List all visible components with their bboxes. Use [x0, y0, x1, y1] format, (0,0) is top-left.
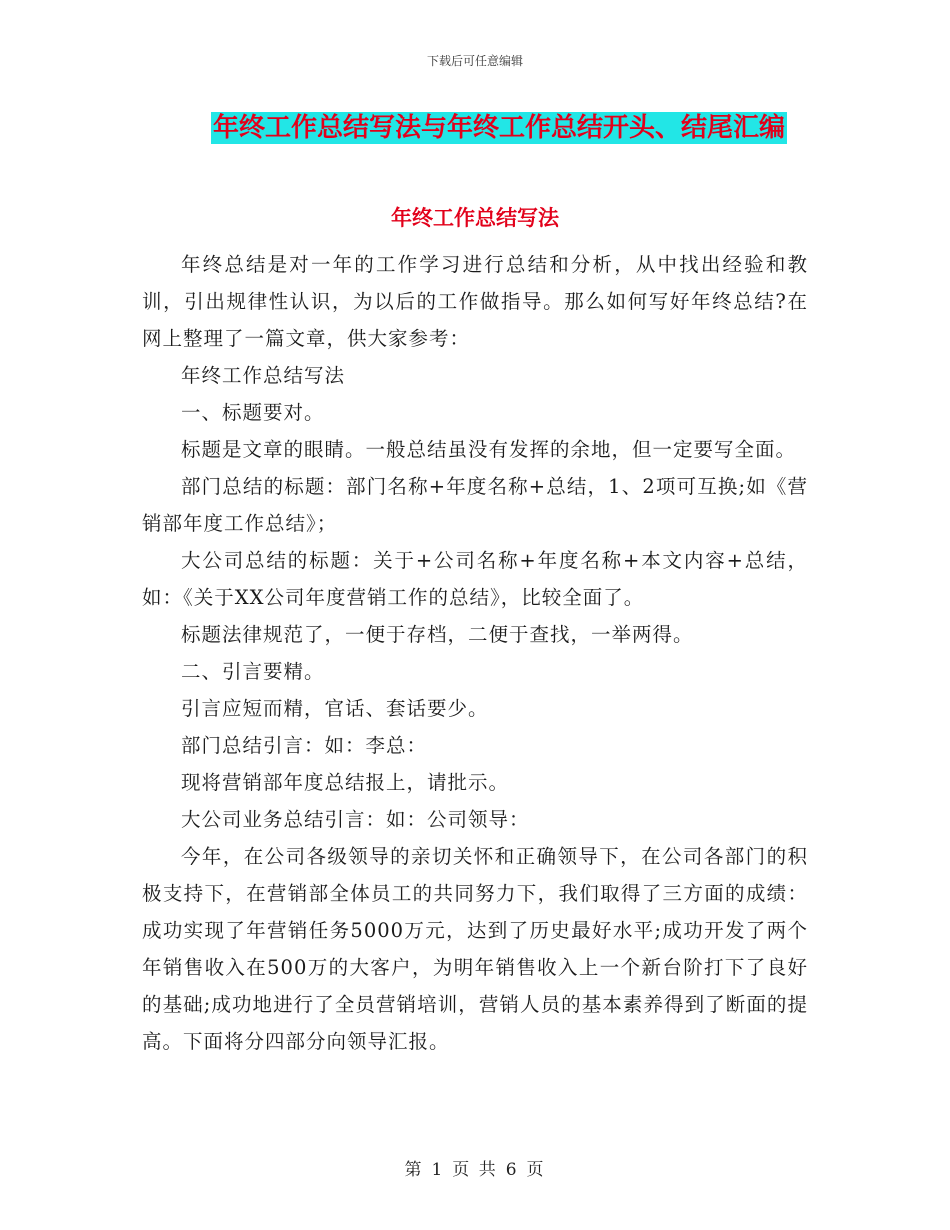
- section-title: 年终工作总结写法: [391, 206, 559, 230]
- paragraph: 部门总结引言：如：李总：: [181, 734, 428, 757]
- paragraph: 大公司业务总结引言：如：公司领导：: [181, 808, 530, 831]
- paragraph-subheading: 年终工作总结写法: [181, 364, 346, 387]
- footer-middle: 页 共: [452, 1160, 498, 1180]
- footer-prefix: 第: [404, 1160, 424, 1180]
- footer-suffix: 页: [526, 1160, 546, 1180]
- paragraph: 部门总结的标题：部门名称+年度名称+总结，1、2项可互换;如《营销部年度工作总结》；: [142, 475, 808, 535]
- paragraph: 标题是文章的眼睛。一般总结虽没有发挥的余地，但一定要写全面。: [181, 438, 797, 461]
- page-footer: [0, 1155, 950, 1180]
- paragraph-heading-1: 一、标题要对。: [181, 401, 325, 424]
- paragraph-heading-2: 二、引言要精。: [181, 660, 325, 683]
- paragraph: 引言应短而精，官话、套话要少。: [181, 697, 489, 720]
- main-title-container: [0, 112, 950, 144]
- main-title: 年终工作总结写法与年终工作总结开头、结尾汇编: [212, 113, 785, 143]
- footer-total-pages: 6: [505, 1160, 519, 1180]
- document-body: [142, 246, 808, 1060]
- paragraph: 大公司总结的标题：关于+公司名称+年度名称+本文内容+总结，如：《关于XX公司年度营销工作的总结》，比较全面了。: [142, 549, 808, 609]
- footer-page-number: 1: [431, 1160, 445, 1180]
- paragraph: 现将营销部年度总结报上，请批示。: [181, 771, 510, 794]
- paragraph-intro: 年终总结是对一年的工作学习进行总结和分析，从中找出经验和教训，引出规律性认识，为以后的工作做指导。那么如何写好年终总结?在网上整理了一篇文章，供大家参考：: [142, 253, 808, 350]
- paragraph: 标题法律规范了，一便于存档，二便于查找，一举两得。: [181, 623, 694, 646]
- header-note: 下载后可任意编辑: [426, 54, 523, 68]
- paragraph: 今年，在公司各级领导的亲切关怀和正确领导下，在公司各部门的积极支持下，在营销部全体员工的共同努力下，我们取得了三方面的成绩：成功实现了年营销任务5000万元，达到了历史最好水平;成功开发了两个年销售收入在500万的大客户，为明年销售收入上一个新台阶打下了良好的基础;成功地进行了全员营销培训，营销人员的基本素养得到了断面的提高。下面将分四部分向领导汇报。: [142, 845, 808, 1053]
